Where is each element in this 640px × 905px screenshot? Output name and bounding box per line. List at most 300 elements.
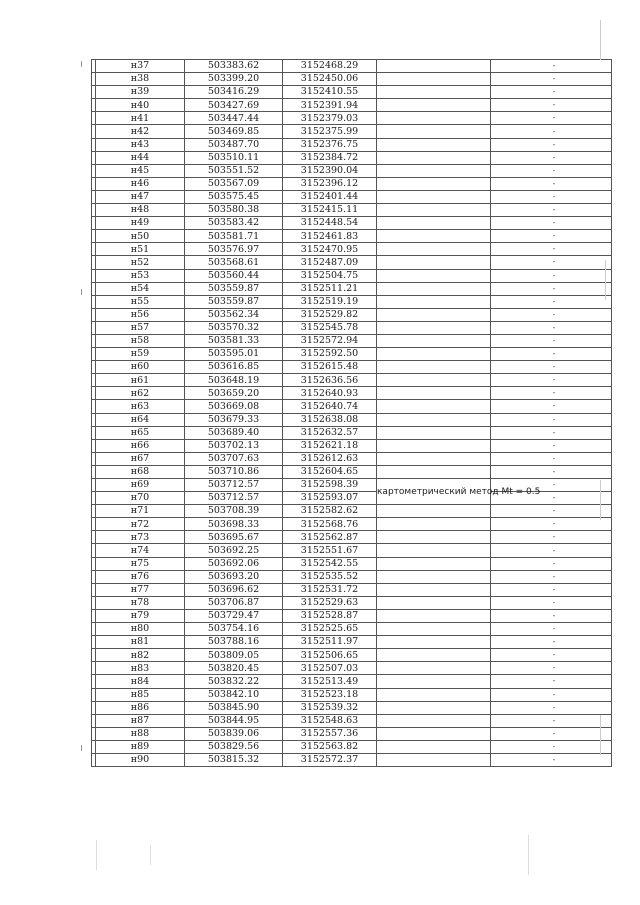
- point-name-cell: н48: [96, 204, 185, 217]
- y-coordinate-cell: 3152542.55: [283, 557, 377, 570]
- point-name-cell: н44: [96, 151, 185, 164]
- method-cell-empty: [377, 452, 491, 465]
- y-coordinate-cell: 3152568.76: [283, 518, 377, 531]
- y-coordinate-cell: 3152638.08: [283, 413, 377, 426]
- point-name-cell: н84: [96, 675, 185, 688]
- method-cell-empty: [377, 190, 491, 203]
- y-coordinate-cell: 3152401.44: [283, 190, 377, 203]
- table-row: [92, 400, 612, 413]
- method-cell-empty: [377, 544, 491, 557]
- error-dash: -: [552, 519, 556, 529]
- x-coordinate-cell: 503559.87: [185, 282, 283, 295]
- error-dash: -: [552, 440, 556, 450]
- method-cell-empty: [377, 256, 491, 269]
- error-cell: [491, 675, 612, 688]
- method-cell-empty: [377, 86, 491, 99]
- x-coordinate-cell: 503839.06: [185, 727, 283, 740]
- error-dash: -: [552, 414, 556, 424]
- table-row: [92, 701, 612, 714]
- point-name-cell: н55: [96, 295, 185, 308]
- table-row: [92, 518, 612, 531]
- y-coordinate-cell: 3152513.49: [283, 675, 377, 688]
- method-cell-empty: [377, 138, 491, 151]
- scan-artifact: [600, 480, 601, 520]
- method-cell-empty: [377, 308, 491, 321]
- x-coordinate-cell: 503580.38: [185, 204, 283, 217]
- table-row: [92, 675, 612, 688]
- point-name-cell: н79: [96, 609, 185, 622]
- table-row: [92, 609, 612, 622]
- x-coordinate-cell: 503648.19: [185, 374, 283, 387]
- table-row: [92, 308, 612, 321]
- method-cell-empty: [377, 400, 491, 413]
- error-cell: [491, 596, 612, 609]
- error-dash: -: [552, 637, 556, 647]
- point-name-cell: н58: [96, 334, 185, 347]
- x-coordinate-cell: 503707.63: [185, 452, 283, 465]
- table-row: [92, 217, 612, 230]
- error-dash: -: [552, 610, 556, 620]
- point-name-cell: н83: [96, 662, 185, 675]
- x-coordinate-cell: 503710.86: [185, 465, 283, 478]
- table-row: [92, 688, 612, 701]
- point-name-cell: н88: [96, 727, 185, 740]
- error-dash: -: [552, 178, 556, 188]
- error-dash: -: [552, 74, 556, 84]
- table-row: [92, 505, 612, 518]
- table-row: [92, 204, 612, 217]
- method-cell-empty: [377, 112, 491, 125]
- x-coordinate-cell: 503562.34: [185, 308, 283, 321]
- y-coordinate-cell: 3152450.06: [283, 73, 377, 86]
- y-coordinate-cell: 3152593.07: [283, 492, 377, 505]
- error-cell: [491, 557, 612, 570]
- error-cell: [491, 583, 612, 596]
- method-cell-empty: [377, 73, 491, 86]
- point-name-cell: н66: [96, 439, 185, 452]
- error-cell: [491, 518, 612, 531]
- table-row: [92, 714, 612, 727]
- error-cell: [491, 204, 612, 217]
- method-cell-empty: [377, 465, 491, 478]
- x-coordinate-cell: 503698.33: [185, 518, 283, 531]
- x-coordinate-cell: 503487.70: [185, 138, 283, 151]
- error-cell: [491, 217, 612, 230]
- method-cell-empty: [377, 99, 491, 112]
- point-name-cell: н38: [96, 73, 185, 86]
- method-cell-empty: [377, 164, 491, 177]
- x-coordinate-cell: 503560.44: [185, 269, 283, 282]
- error-dash: -: [552, 205, 556, 215]
- point-name-cell: н49: [96, 217, 185, 230]
- error-dash: -: [552, 322, 556, 332]
- x-coordinate-cell: 503708.39: [185, 505, 283, 518]
- y-coordinate-cell: 3152598.39: [283, 479, 377, 492]
- table-row: [92, 60, 612, 73]
- point-name-cell: н46: [96, 177, 185, 190]
- x-coordinate-cell: 503693.20: [185, 570, 283, 583]
- x-coordinate-cell: 503729.47: [185, 609, 283, 622]
- y-coordinate-cell: 3152461.83: [283, 230, 377, 243]
- y-coordinate-cell: 3152410.55: [283, 86, 377, 99]
- error-cell: [491, 662, 612, 675]
- error-dash: -: [552, 231, 556, 241]
- point-name-cell: н41: [96, 112, 185, 125]
- y-coordinate-cell: 3152391.94: [283, 99, 377, 112]
- y-coordinate-cell: 3152551.67: [283, 544, 377, 557]
- error-cell: [491, 688, 612, 701]
- y-coordinate-cell: 3152396.12: [283, 177, 377, 190]
- x-coordinate-cell: 503844.95: [185, 714, 283, 727]
- error-dash: -: [552, 296, 556, 306]
- table-row: [92, 269, 612, 282]
- table-row: [92, 230, 612, 243]
- error-dash: -: [552, 584, 556, 594]
- table-row: [92, 177, 612, 190]
- y-coordinate-cell: 3152592.50: [283, 348, 377, 361]
- table-row: [92, 531, 612, 544]
- error-dash: -: [552, 650, 556, 660]
- method-cell-empty: [377, 583, 491, 596]
- error-dash: -: [552, 244, 556, 254]
- table-row: [92, 138, 612, 151]
- error-cell: [491, 753, 612, 766]
- error-dash: -: [552, 676, 556, 686]
- x-coordinate-cell: 503570.32: [185, 321, 283, 334]
- y-coordinate-cell: 3152529.82: [283, 308, 377, 321]
- x-coordinate-cell: 503845.90: [185, 701, 283, 714]
- error-cell: [491, 649, 612, 662]
- error-dash: -: [552, 309, 556, 319]
- table-row: [92, 348, 612, 361]
- error-dash: -: [552, 336, 556, 346]
- error-cell: [491, 177, 612, 190]
- table-row: [92, 295, 612, 308]
- error-cell: [491, 426, 612, 439]
- point-name-cell: н62: [96, 387, 185, 400]
- point-name-cell: н82: [96, 649, 185, 662]
- method-cell-empty: [377, 348, 491, 361]
- y-coordinate-cell: 3152535.52: [283, 570, 377, 583]
- error-cell: [491, 230, 612, 243]
- method-cell-empty: [377, 321, 491, 334]
- method-cell-empty: [377, 753, 491, 766]
- x-coordinate-cell: 503809.05: [185, 649, 283, 662]
- scan-artifact: [528, 835, 529, 875]
- x-coordinate-cell: 503427.69: [185, 99, 283, 112]
- error-dash: -: [552, 558, 556, 568]
- point-name-cell: н40: [96, 99, 185, 112]
- method-cell-empty: [377, 413, 491, 426]
- error-dash: -: [552, 270, 556, 280]
- point-name-cell: н77: [96, 583, 185, 596]
- error-cell: [491, 151, 612, 164]
- point-name-cell: н89: [96, 740, 185, 753]
- error-dash: -: [552, 349, 556, 359]
- error-cell: [491, 86, 612, 99]
- error-dash: -: [552, 427, 556, 437]
- error-dash: -: [552, 532, 556, 542]
- table-row: [92, 570, 612, 583]
- point-name-cell: н60: [96, 361, 185, 374]
- method-cell-empty: [377, 740, 491, 753]
- scan-artifact: [150, 845, 151, 865]
- y-coordinate-cell: 3152523.18: [283, 688, 377, 701]
- method-cell-empty: [377, 505, 491, 518]
- x-coordinate-cell: 503712.57: [185, 479, 283, 492]
- method-cell: картометрический метод Mt = 0.5: [377, 479, 491, 505]
- error-cell: [491, 60, 612, 73]
- table-row: [92, 596, 612, 609]
- table-row: [92, 753, 612, 766]
- point-name-cell: н42: [96, 125, 185, 138]
- y-coordinate-cell: 3152572.94: [283, 334, 377, 347]
- y-coordinate-cell: 3152563.82: [283, 740, 377, 753]
- y-coordinate-cell: 3152548.63: [283, 714, 377, 727]
- error-cell: [491, 282, 612, 295]
- error-cell: [491, 112, 612, 125]
- x-coordinate-cell: 503576.97: [185, 243, 283, 256]
- error-cell: [491, 73, 612, 86]
- y-coordinate-cell: 3152640.74: [283, 400, 377, 413]
- table-row: [92, 151, 612, 164]
- error-cell: [491, 374, 612, 387]
- error-cell: [491, 334, 612, 347]
- error-dash: -: [552, 61, 556, 71]
- x-coordinate-cell: 503583.42: [185, 217, 283, 230]
- table-row: [92, 112, 612, 125]
- error-cell: [491, 269, 612, 282]
- error-cell: [491, 243, 612, 256]
- x-coordinate-cell: 503581.71: [185, 230, 283, 243]
- point-name-cell: н71: [96, 505, 185, 518]
- error-cell: [491, 452, 612, 465]
- error-cell: [491, 544, 612, 557]
- method-cell-empty: [377, 217, 491, 230]
- x-coordinate-cell: 503706.87: [185, 596, 283, 609]
- method-cell-empty: [377, 688, 491, 701]
- point-name-cell: н70: [96, 492, 185, 505]
- x-coordinate-cell: 503696.62: [185, 583, 283, 596]
- table-row: [92, 479, 612, 492]
- x-coordinate-cell: 503551.52: [185, 164, 283, 177]
- method-cell-empty: [377, 649, 491, 662]
- y-coordinate-cell: 3152511.21: [283, 282, 377, 295]
- error-dash: -: [552, 663, 556, 673]
- error-cell: [491, 256, 612, 269]
- error-cell: [491, 740, 612, 753]
- error-dash: -: [552, 466, 556, 476]
- y-coordinate-cell: 3152470.95: [283, 243, 377, 256]
- error-dash: -: [552, 113, 556, 123]
- x-coordinate-cell: 503692.06: [185, 557, 283, 570]
- method-cell-empty: [377, 675, 491, 688]
- scan-artifact: [81, 61, 82, 67]
- method-cell-empty: [377, 361, 491, 374]
- method-cell-empty: [377, 727, 491, 740]
- table-row: [92, 86, 612, 99]
- error-cell: [491, 321, 612, 334]
- table-row: [92, 583, 612, 596]
- y-coordinate-cell: 3152557.36: [283, 727, 377, 740]
- x-coordinate-cell: 503692.25: [185, 544, 283, 557]
- scan-artifact: [605, 260, 606, 300]
- error-cell: [491, 465, 612, 478]
- x-coordinate-cell: 503832.22: [185, 675, 283, 688]
- x-coordinate-cell: 503416.29: [185, 86, 283, 99]
- table-row: [92, 544, 612, 557]
- y-coordinate-cell: 3152390.04: [283, 164, 377, 177]
- error-cell: [491, 701, 612, 714]
- point-name-cell: н50: [96, 230, 185, 243]
- error-dash: -: [552, 139, 556, 149]
- error-cell: [491, 308, 612, 321]
- method-cell-empty: [377, 596, 491, 609]
- point-name-cell: н56: [96, 308, 185, 321]
- error-cell: [491, 99, 612, 112]
- x-coordinate-cell: 503695.67: [185, 531, 283, 544]
- error-dash: -: [552, 401, 556, 411]
- y-coordinate-cell: 3152632.57: [283, 426, 377, 439]
- error-dash: -: [552, 165, 556, 175]
- table-row: [92, 740, 612, 753]
- y-coordinate-cell: 3152379.03: [283, 112, 377, 125]
- method-cell-empty: [377, 531, 491, 544]
- error-dash: -: [552, 571, 556, 581]
- error-dash: -: [552, 218, 556, 228]
- error-cell: [491, 636, 612, 649]
- x-coordinate-cell: 503399.20: [185, 73, 283, 86]
- y-coordinate-cell: 3152511.97: [283, 636, 377, 649]
- method-cell-empty: [377, 269, 491, 282]
- method-cell-empty: [377, 609, 491, 622]
- x-coordinate-cell: 503581.33: [185, 334, 283, 347]
- error-cell: [491, 727, 612, 740]
- point-name-cell: н80: [96, 623, 185, 636]
- error-dash: -: [552, 453, 556, 463]
- method-cell-empty: [377, 125, 491, 138]
- point-name-cell: н78: [96, 596, 185, 609]
- error-dash: -: [552, 152, 556, 162]
- method-cell-empty: [377, 518, 491, 531]
- scan-artifact: [81, 289, 82, 295]
- x-coordinate-cell: 503820.45: [185, 662, 283, 675]
- coordinates-table-body: [92, 60, 612, 767]
- error-dash: -: [552, 283, 556, 293]
- y-coordinate-cell: 3152582.62: [283, 505, 377, 518]
- method-cell-empty: [377, 623, 491, 636]
- table-row: [92, 164, 612, 177]
- table-row: [92, 334, 612, 347]
- table-row: [92, 557, 612, 570]
- y-coordinate-cell: 3152572.37: [283, 753, 377, 766]
- point-name-cell: н53: [96, 269, 185, 282]
- point-name-cell: н52: [96, 256, 185, 269]
- scan-artifact: [600, 715, 601, 755]
- method-cell-empty: [377, 230, 491, 243]
- error-dash: -: [552, 126, 556, 136]
- error-dash: -: [552, 755, 556, 765]
- x-coordinate-cell: 503788.16: [185, 636, 283, 649]
- point-name-cell: н69: [96, 479, 185, 492]
- error-cell: [491, 387, 612, 400]
- error-dash: -: [552, 100, 556, 110]
- y-coordinate-cell: 3152545.78: [283, 321, 377, 334]
- table-row: [92, 452, 612, 465]
- method-cell-empty: [377, 60, 491, 73]
- point-name-cell: н75: [96, 557, 185, 570]
- method-cell-empty: [377, 387, 491, 400]
- point-name-cell: н73: [96, 531, 185, 544]
- error-dash: -: [552, 689, 556, 699]
- method-cell-empty: [377, 714, 491, 727]
- y-coordinate-cell: 3152612.63: [283, 452, 377, 465]
- x-coordinate-cell: 503568.61: [185, 256, 283, 269]
- y-coordinate-cell: 3152640.93: [283, 387, 377, 400]
- point-name-cell: н47: [96, 190, 185, 203]
- method-cell-empty: [377, 701, 491, 714]
- error-dash: -: [552, 715, 556, 725]
- table-row: [92, 426, 612, 439]
- error-cell: [491, 439, 612, 452]
- scan-artifact: [81, 745, 82, 751]
- point-name-cell: н90: [96, 753, 185, 766]
- coordinates-table: [91, 59, 612, 767]
- y-coordinate-cell: 3152531.72: [283, 583, 377, 596]
- method-cell-empty: [377, 334, 491, 347]
- y-coordinate-cell: 3152539.32: [283, 701, 377, 714]
- point-name-cell: н39: [96, 86, 185, 99]
- error-dash: -: [552, 191, 556, 201]
- error-dash: -: [552, 362, 556, 372]
- y-coordinate-cell: 3152525.65: [283, 623, 377, 636]
- table-row: [92, 649, 612, 662]
- y-coordinate-cell: 3152562.87: [283, 531, 377, 544]
- y-coordinate-cell: 3152621.18: [283, 439, 377, 452]
- table-row: [92, 361, 612, 374]
- table-row: [92, 243, 612, 256]
- method-cell-empty: [377, 426, 491, 439]
- point-name-cell: н45: [96, 164, 185, 177]
- y-coordinate-cell: 3152506.65: [283, 649, 377, 662]
- x-coordinate-cell: 503689.40: [185, 426, 283, 439]
- error-cell: [491, 505, 612, 518]
- table-row: [92, 73, 612, 86]
- point-name-cell: н37: [96, 60, 185, 73]
- y-coordinate-cell: 3152519.19: [283, 295, 377, 308]
- scan-artifact: [96, 840, 97, 870]
- error-cell: [491, 531, 612, 544]
- x-coordinate-cell: 503669.08: [185, 400, 283, 413]
- method-cell-empty: [377, 295, 491, 308]
- x-coordinate-cell: 503659.20: [185, 387, 283, 400]
- error-cell: [491, 361, 612, 374]
- error-dash: -: [552, 597, 556, 607]
- x-coordinate-cell: 503712.57: [185, 492, 283, 505]
- table-row: [92, 623, 612, 636]
- point-name-cell: н64: [96, 413, 185, 426]
- x-coordinate-cell: 503510.11: [185, 151, 283, 164]
- table-row: [92, 727, 612, 740]
- x-coordinate-cell: 503567.09: [185, 177, 283, 190]
- point-name-cell: н85: [96, 688, 185, 701]
- error-cell: [491, 138, 612, 151]
- error-dash: -: [552, 388, 556, 398]
- y-coordinate-cell: 3152448.54: [283, 217, 377, 230]
- table-row: [92, 636, 612, 649]
- error-cell: [491, 190, 612, 203]
- error-cell: [491, 125, 612, 138]
